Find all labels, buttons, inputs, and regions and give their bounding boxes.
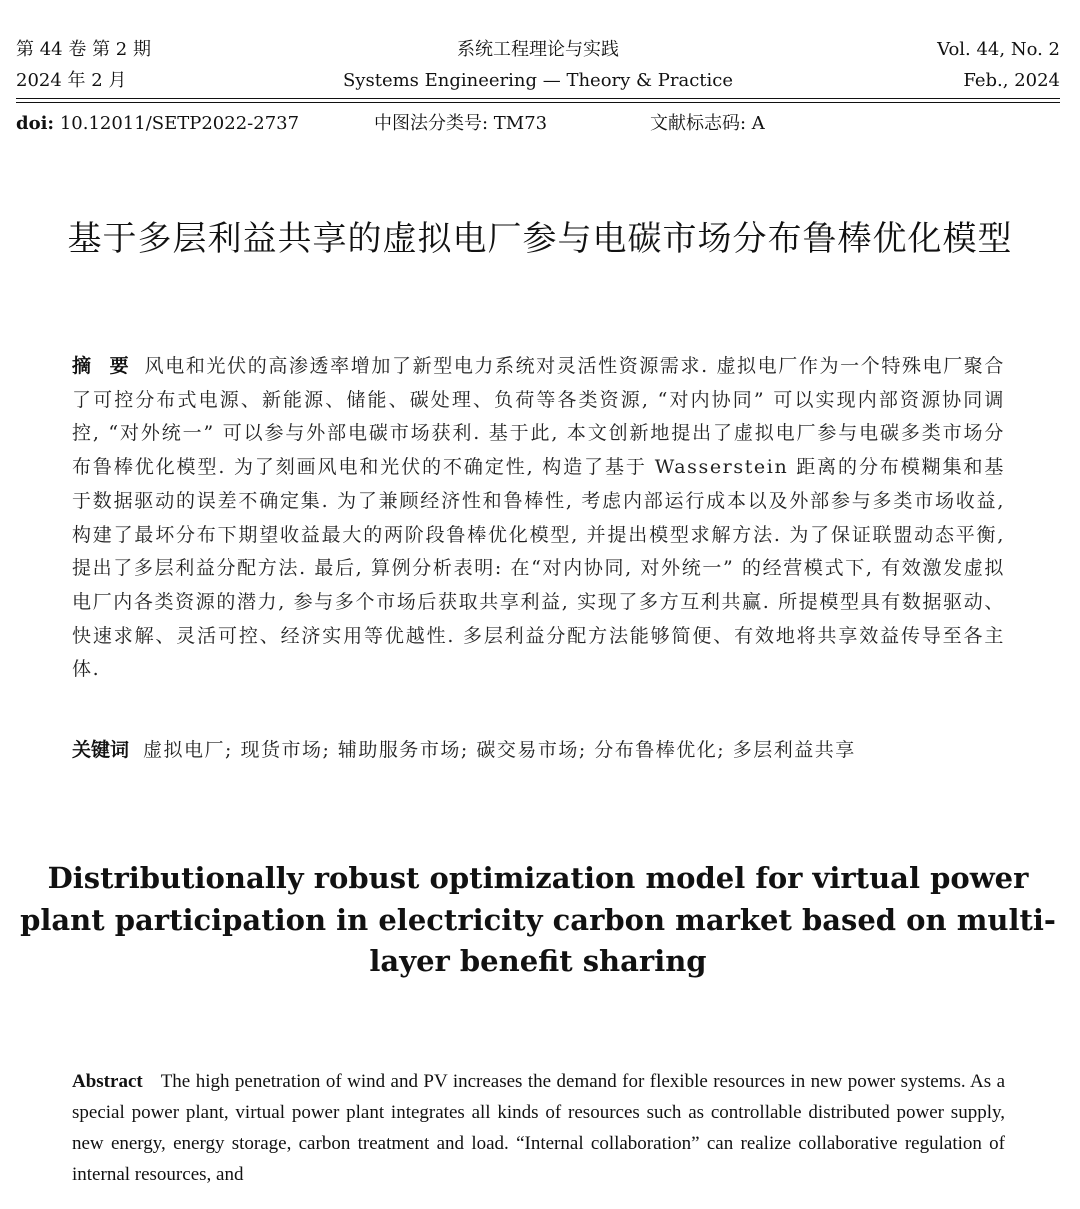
document-code: 文献标志码: A	[650, 113, 765, 134]
doi	[16, 110, 299, 138]
chinese-title: 基于多层利益共享的虚拟电厂参与电碳市场分布鲁棒优化模型	[67, 219, 1013, 259]
volume-issue-en: Vol. 44, No. 2	[937, 39, 1060, 60]
english-abstract	[72, 1066, 1005, 1190]
volume-issue: 第 44 卷 第 2 期	[16, 39, 151, 60]
chinese-keywords	[72, 734, 1005, 766]
issue-info-en	[937, 34, 1060, 96]
chinese-keywords-text: 虚拟电厂; 现货市场; 辅助服务市场; 碳交易市场; 分布鲁棒优化; 多层利益共享	[143, 739, 856, 761]
header-rule-thin	[16, 102, 1060, 103]
journal-name-en: Systems Engineering — Theory & Practice	[342, 70, 734, 91]
doi-value[interactable]: 10.12011/SETP2022-2737	[59, 113, 300, 134]
issue-date: 2024 年 2 月	[16, 70, 127, 91]
chinese-abstract-text: 风电和光伏的高渗透率增加了新型电力系统对灵活性资源需求. 虚拟电厂作为一个特殊电厂聚合了可控分布式电源、新能源、储能、碳处理、负荷等各类资源, “对内协同” 可以实现内部资源协同调控, “对外统一” 可以参与外部电碳市场获利. 基于此, 本文创新地提出了虚拟电厂参与电碳多类市场分布鲁棒优化模型. 为了刻画风电和光伏的不确定性, 构造了基于 Wasserstein 距离的分布模糊集和基于数据驱动的误差不确定集. 为了兼顾经济性和鲁棒性, 考虑内部运行成本以及外部参与多类市场收益, 构建了最坏分布下期望收益最大的两阶段鲁棒优化模型, 并提出模型求解方法. 为了保证联盟动态平衡, 提出了多层利益分配方法. 最后, 算例分析表明: 在“对内协同, 对外统一” 的经营模式下, 有效激发虚拟电厂内各类资源的潜力, 参与多个市场后获取共享利益, 实现了多方互利共赢. 所提模型具有数据驱动、快速求解、灵活可控、经济实用等优越性. 多层利益分配方法能够简便、有效地将共享效益传导至各主体.	[72, 355, 1005, 681]
journal-name-cn: 系统工程理论与实践	[457, 39, 619, 60]
doi-label: doi:	[16, 113, 55, 134]
journal-header	[16, 34, 1060, 94]
header-rule-thick	[16, 98, 1060, 99]
english-title: Distributionally robust optimization model for virtual power plant participation in electricity carbon market based on multi-layer benefit sharing	[20, 861, 1056, 978]
chinese-abstract	[72, 350, 1005, 687]
english-abstract-label: Abstract	[72, 1071, 143, 1092]
chinese-keywords-label: 关键词	[72, 739, 130, 761]
issue-date-en: Feb., 2024	[963, 70, 1060, 91]
chinese-abstract-label: 摘 要	[72, 355, 135, 377]
english-abstract-text: The high penetration of wind and PV increases the demand for flexible resources in new power systems. As a special power plant, virtual power plant integrates all kinds of resources such as controllable distributed power supply, new energy, energy storage, carbon treatment and load. “Internal collaboration” can realize collaborative regulation of internal resources, and	[72, 1071, 1005, 1185]
journal-name	[16, 34, 1060, 96]
clc-number: 中图法分类号: TM73	[374, 113, 548, 134]
